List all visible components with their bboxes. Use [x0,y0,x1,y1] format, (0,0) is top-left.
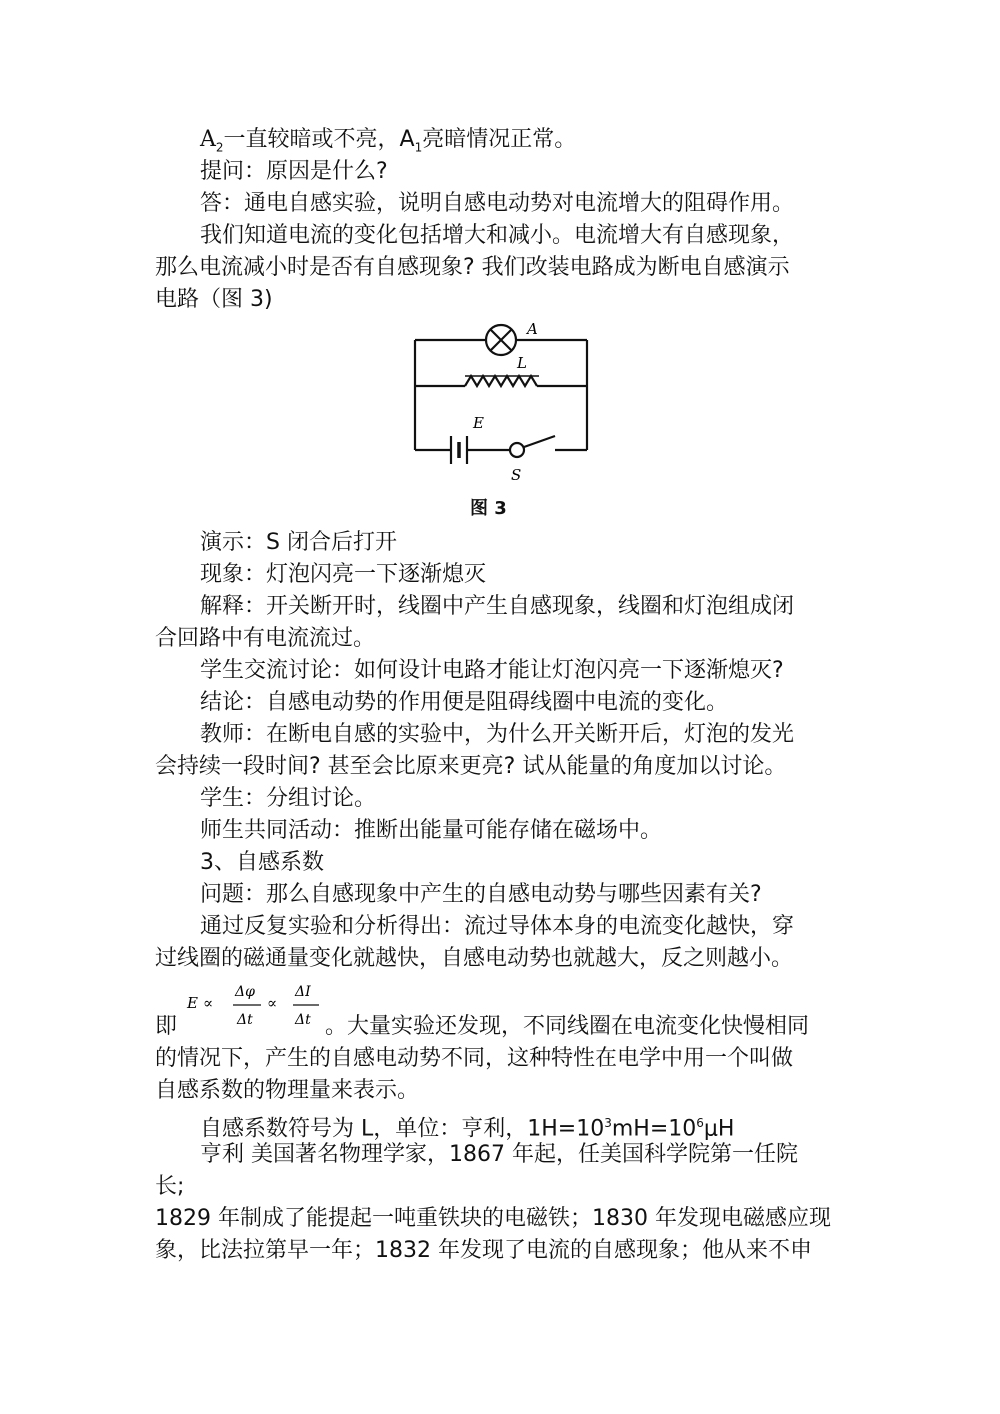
line-27: 1829 年制成了能提起一吨重铁块的电磁铁；1830 年发现电磁感应现 [155,1206,831,1231]
formula-e: E [187,994,198,1012]
text-l24-b: mH=10 [611,1116,697,1142]
line-11: 学生交流讨论：如何设计电路才能让灯泡闪亮一下逐渐熄灭? [200,658,784,683]
line-21-prefix: 即 [155,1014,178,1039]
line-23: 自感系数的物理量来表示。 [155,1078,420,1103]
line-18: 问题：那么自感现象中产生的自感电动势与哪些因素有关? [200,882,762,907]
line-16: 师生共同活动：推断出能量可能存储在磁场中。 [200,818,663,843]
line-2: 提问：原因是什么? [200,159,388,184]
line-4: 我们知道电流的变化包括增大和减小。电流增大有自感现象， [200,223,795,248]
line-7: 演示：S 闭合后打开 [200,530,397,555]
inductor-icon [465,376,537,386]
text-l1-mid: 一直较暗或不亮，A [223,127,415,152]
text-l24-a: 自感系数符号为 L，单位：亨利，1H=10 [200,1116,605,1142]
figure-caption: 图 3 [470,498,507,519]
line-14: 会持续一段时间? 甚至会比原来更亮? 试从能量的角度加以讨论。 [155,754,787,779]
line-3: 答：通电自感实验，说明自感电动势对电流增大的阻碍作用。 [200,191,795,216]
emf-formula [185,978,325,1038]
label-e: E [473,414,484,432]
line-26: 长; [155,1174,185,1199]
formula-num-1: Δφ [235,984,255,1000]
formula-den-2: Δt [295,1012,311,1028]
text-a2-sub: 2 [215,140,224,155]
line-10: 合回路中有电流流过。 [155,626,376,651]
text-l24-c: μH [703,1116,735,1142]
formula-prop-1: ∝ [203,994,214,1012]
line-9: 解释：开关断开时，线圈中产生自感现象，线圈和灯泡组成闭 [200,594,795,619]
line-28: 象，比法拉第早一年；1832 年发现了电流的自感现象；他从来不申 [155,1238,812,1263]
formula-prop-2: ∝ [267,994,278,1012]
formula-den-1: Δt [237,1012,253,1028]
text-l24-sup-1: 3 [604,1116,612,1130]
line-15: 学生：分组讨论。 [200,786,377,811]
line-12: 结论：自感电动势的作用便是阻碍线圈中电流的变化。 [200,690,729,715]
text-l24-sup-2: 6 [696,1116,704,1130]
line-6: 电路（图 3) [155,287,273,312]
line-24 [200,1108,734,1144]
text-a2: A [200,127,216,152]
label-s: S [511,466,522,484]
label-a: A [527,320,538,338]
line-22: 的情况下，产生的自感电动势不同，这种特性在电学中用一个叫做 [155,1046,794,1071]
line-21-suffix: 。大量实验还发现，不同线圈在电流变化快慢相同 [325,1014,810,1039]
formula-num-2: ΔI [295,984,311,1000]
line-25: 亨利 美国著名物理学家，1867 年起，任美国科学院第一任院 [200,1142,798,1167]
label-l: L [517,354,527,372]
line-19: 通过反复实验和分析得出：流过导体本身的电流变化越快，穿 [200,914,795,939]
text-l1-end: 亮暗情况正常。 [422,127,577,152]
switch-icon [510,443,524,457]
line-17: 3、自感系数 [200,850,324,875]
line-20: 过线圈的磁通量变化就越快，自感电动势也就越大，反之则越小。 [155,946,794,971]
line-5: 那么电流减小时是否有自感现象? 我们改装电路成为断电自感演示 [155,255,790,280]
line-13: 教师：在断电自感的实验中，为什么开关断开后，灯泡的发光 [200,722,795,747]
line-8: 现象：灯泡闪亮一下逐渐熄灭 [200,562,487,587]
text-a1-sub: 1 [414,140,423,155]
